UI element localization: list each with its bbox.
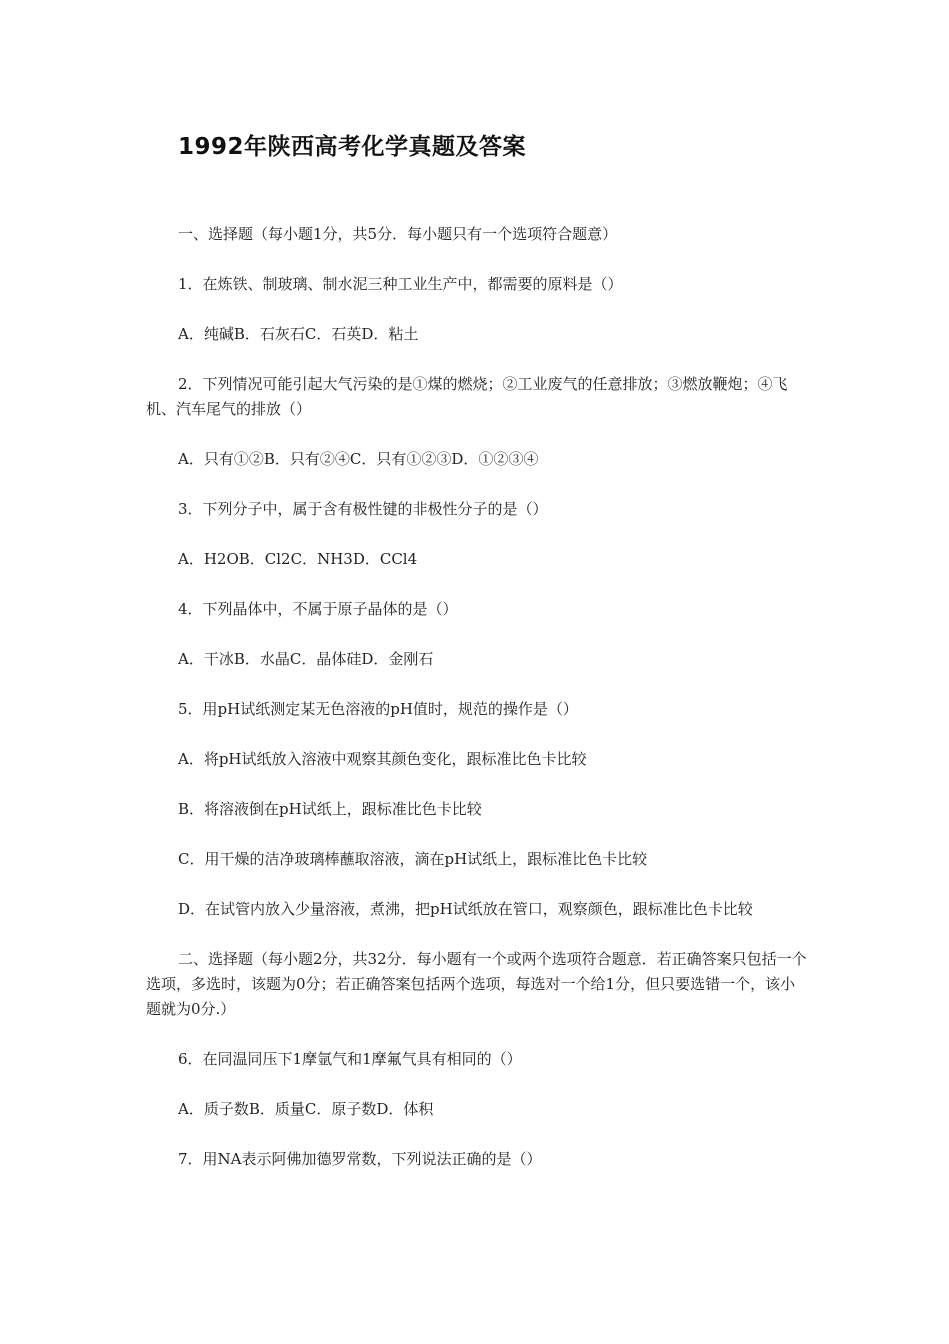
option-5c: C．用干燥的洁净玻璃棒蘸取溶液，滴在pH试纸上，跟标准比色卡比较	[178, 850, 648, 868]
options-2: A．只有①②B．只有②④C．只有①②③D．①②③④	[178, 450, 539, 468]
question-5: 5．用pH试纸测定某无色溶液的pH值时，规范的操作是（）	[178, 700, 578, 718]
page-title: 1992年陕西高考化学真题及答案	[178, 134, 527, 160]
section-heading-1: 一、选择题（每小题1分，共5分．每小题只有一个选项符合题意）	[178, 225, 618, 243]
document-body	[146, 222, 808, 1197]
question-2: 2．下列情况可能引起大气污染的是①煤的燃烧；②工业废气的任意排放；③燃放鞭炮；④飞机、汽车尾气的排放（）	[146, 375, 788, 418]
options-3: A．H2OB．Cl2C．NH3D．CCl4	[178, 550, 418, 568]
question-7: 7．用NA表示阿佛加德罗常数，下列说法正确的是（）	[178, 1150, 542, 1168]
question-6: 6．在同温同压下1摩氩气和1摩氟气具有相同的（）	[178, 1050, 522, 1068]
options-1: A．纯碱B．石灰石C．石英D．粘土	[178, 325, 419, 343]
options-4: A．干冰B．水晶C．晶体硅D．金刚石	[178, 650, 434, 668]
option-5b: B．将溶液倒在pH试纸上，跟标准比色卡比较	[178, 800, 482, 818]
question-3: 3．下列分子中，属于含有极性键的非极性分子的是（）	[178, 500, 548, 518]
option-5d: D．在试管内放入少量溶液，煮沸，把pH试纸放在管口，观察颜色，跟标准比色卡比较	[178, 900, 753, 918]
option-5a: A．将pH试纸放入溶液中观察其颜色变化，跟标准比色卡比较	[178, 750, 587, 768]
question-4: 4．下列晶体中，不属于原子晶体的是（）	[178, 600, 458, 618]
options-6: A．质子数B．质量C．原子数D．体积	[178, 1100, 434, 1118]
section-heading-2: 二、选择题（每小题2分，共32分．每小题有一个或两个选项符合题意．若正确答案只包括一个选项，多选时，该题为0分；若正确答案包括两个选项，每选对一个给1分，但只要选错一个，该小题就为0分.）	[146, 950, 807, 1018]
question-1: 1．在炼铁、制玻璃、制水泥三种工业生产中，都需要的原料是（）	[178, 275, 623, 293]
